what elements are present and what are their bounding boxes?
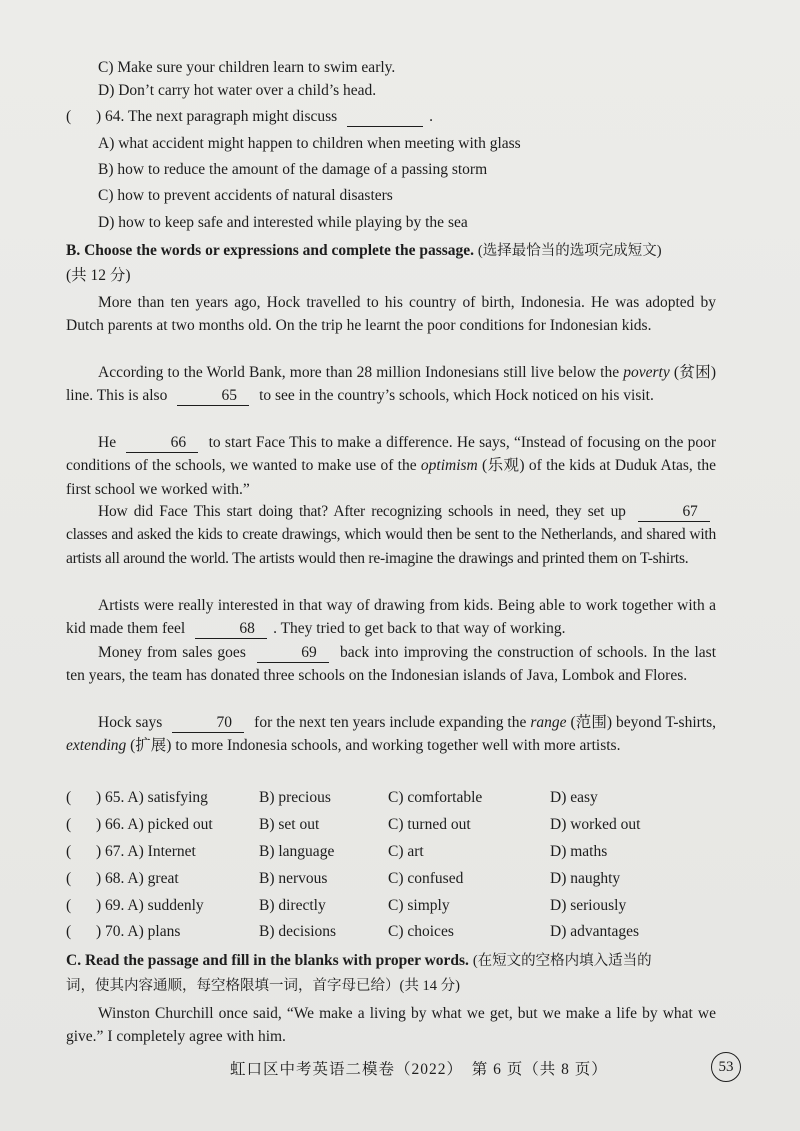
section-c-paragraph-1: Winston Churchill once said, “We make a living by what we get, but we make a life by what we give.” I completely agree with him. (66, 1005, 716, 1046)
option-b: B) directly (259, 897, 326, 914)
passage-paragraph-6: Money from sales goes 69 back into improving the construction of schools. In the last ten years, the team has donated three schools on the Indonesian islands of Java, Lombok and Flores. (66, 644, 717, 685)
question-number: ) 67. A) Internet (96, 843, 196, 860)
option-c: C) choices (388, 923, 454, 940)
question-number: ) 66. A) picked out (96, 816, 213, 833)
option-c: C) simply (388, 897, 450, 914)
prev-option-d: D) Don’t carry hot water over a child’s head. (98, 82, 377, 99)
answer-paren[interactable]: ( (66, 843, 72, 860)
answer-blank[interactable] (347, 108, 423, 127)
section-c-heading-cont: 词，使其内容通顺，每空格限填一词，首字母已给）(共 14 分) (66, 978, 460, 994)
blank-70[interactable]: 70 (172, 714, 244, 733)
question-number: ) 68. A) great (96, 870, 179, 887)
option-b: B) language (259, 843, 335, 860)
passage-paragraph-4: How did Face This start doing that? After recognizing schools in need, they set up 67 classes and asked the kids to create drawings, which would then be sent to the Netherlands, and shared with artists all around the world. The artists would then re-imagine the drawings and printed them on T-shirts. (66, 503, 716, 567)
blank-67[interactable]: 67 (638, 503, 710, 522)
q64-paren: ( (66, 108, 72, 125)
q64-option-c: C) how to prevent accidents of natural disasters (98, 187, 393, 204)
answer-paren[interactable]: ( (66, 816, 72, 833)
passage-paragraph-2: According to the World Bank, more than 28 million Indonesians still live below the poverty (贫困) line. This is also 65 to see in the country’s schools, which Hock noticed on his visit. (66, 364, 717, 405)
option-c: C) art (388, 843, 424, 860)
answer-paren[interactable]: ( (66, 789, 72, 806)
blank-65[interactable]: 65 (177, 387, 249, 406)
page-number-badge: 53 (711, 1052, 741, 1082)
option-c: C) turned out (388, 816, 471, 833)
option-c: C) confused (388, 870, 464, 887)
section-c-heading: C. Read the passage and fill in the blanks with proper words. (在短文的空格内填入适当的 (66, 952, 652, 969)
q64-option-a: A) what accident might happen to children when meeting with glass (98, 135, 521, 152)
option-d: D) seriously (550, 897, 627, 914)
q64-option-b: B) how to reduce the amount of the damage of a passing storm (98, 161, 488, 178)
answer-paren[interactable]: ( (66, 897, 72, 914)
passage-paragraph-5: Artists were really interested in that way of drawing from kids. Being able to work together with a kid made them feel 68 . They tried to get back to that way of working. (66, 597, 716, 638)
prev-option-c: C) Make sure your children learn to swim early. (98, 59, 396, 76)
option-b: B) nervous (259, 870, 328, 887)
question-number: ) 65. A) satisfying (96, 789, 208, 806)
option-d: D) easy (550, 789, 598, 806)
option-d: D) worked out (550, 816, 641, 833)
option-d: D) maths (550, 843, 608, 860)
answer-paren[interactable]: ( (66, 923, 72, 940)
question-number: ) 70. A) plans (96, 923, 181, 940)
passage-paragraph-1: More than ten years ago, Hock travelled to his country of birth, Indonesia. He was adopted by Dutch parents at two months old. On the trip he learnt the poor conditions for Indonesian kids. (66, 294, 716, 335)
option-d: D) advantages (550, 923, 640, 940)
q64-stem: ) 64. The next paragraph might discuss . (96, 108, 433, 125)
passage-paragraph-3: He 66 to start Face This to make a difference. He says, “Instead of focusing on the poor conditions of the schools, we wanted to make use of the optimism (乐观) of the kids at Duduk Atas, the first school we worked with.” (66, 434, 717, 498)
option-b: B) set out (259, 816, 320, 833)
blank-69[interactable]: 69 (257, 644, 329, 663)
section-b-heading: B. Choose the words or expressions and complete the passage. (选择最恰当的选项完成短文) (66, 242, 662, 259)
blank-68[interactable]: 68 (195, 620, 267, 639)
option-b: B) decisions (259, 923, 337, 940)
page-footer: 虹口区中考英语二模卷（2022） 第 6 页（共 8 页） (230, 1061, 608, 1078)
option-c: C) comfortable (388, 789, 483, 806)
question-number: ) 69. A) suddenly (96, 897, 204, 914)
passage-paragraph-7: Hock says 70 for the next ten years include expanding the range (范围) beyond T-shirts, extending (扩展) to more Indonesia schools, and working together well with more artists. (66, 714, 717, 755)
blank-66[interactable]: 66 (126, 434, 198, 453)
section-b-points: (共 12 分) (66, 267, 131, 284)
q64-option-d: D) how to keep safe and interested while playing by the sea (98, 214, 468, 231)
answer-paren[interactable]: ( (66, 870, 72, 887)
option-d: D) naughty (550, 870, 621, 887)
option-b: B) precious (259, 789, 331, 806)
